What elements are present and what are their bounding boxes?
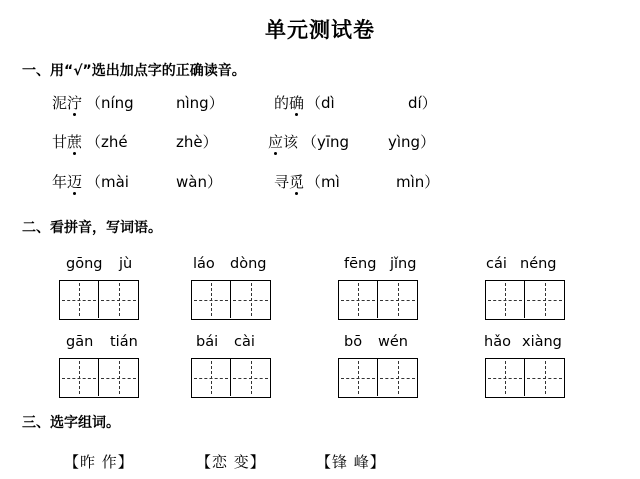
- pinyin: bái: [196, 334, 219, 350]
- grid-cell[interactable]: [339, 359, 378, 396]
- pinyin: gān: [66, 334, 94, 350]
- pinyin-option-a[interactable]: （mì: [306, 173, 340, 191]
- grid-cell[interactable]: [192, 359, 231, 396]
- pinyin: wén: [378, 334, 408, 350]
- pinyin-option-a[interactable]: （zhé: [86, 133, 128, 151]
- pinyin-option-b[interactable]: wàn）: [176, 173, 222, 191]
- pinyin-option-b[interactable]: mìn）: [396, 173, 440, 191]
- pinyin: fēng: [344, 256, 377, 272]
- pinyin-option-b[interactable]: nìng）: [176, 94, 224, 112]
- pinyin-option-a[interactable]: （dì: [306, 94, 335, 112]
- dotted-char: 泞: [67, 94, 83, 112]
- word-2: [274, 92, 304, 113]
- page-title: 单元测试卷: [265, 18, 375, 42]
- grid-cell[interactable]: [60, 281, 99, 318]
- pinyin: bō: [344, 334, 363, 350]
- word-1: [52, 171, 82, 192]
- pinyin: jù: [119, 256, 133, 272]
- char-option-group: 【恋 变】: [196, 453, 266, 471]
- grid-cell[interactable]: [60, 359, 99, 396]
- dotted-char: 觅: [289, 173, 305, 191]
- grid-cell[interactable]: [99, 281, 138, 318]
- grid-cell[interactable]: [486, 281, 525, 318]
- pinyin: láo: [193, 256, 215, 272]
- grid-cell[interactable]: [486, 359, 525, 396]
- pinyin-option-b[interactable]: dí）: [408, 94, 437, 112]
- section-2-heading: 二、看拼音，写词语。: [22, 220, 162, 236]
- pinyin: dòng: [230, 256, 267, 272]
- writing-grid[interactable]: [191, 358, 271, 398]
- writing-grid[interactable]: [485, 358, 565, 398]
- grid-cell[interactable]: [231, 281, 270, 318]
- grid-cell[interactable]: [192, 281, 231, 318]
- grid-cell[interactable]: [231, 359, 270, 396]
- dotted-char: 确: [289, 94, 305, 112]
- word-2: [274, 171, 304, 192]
- writing-grid[interactable]: [338, 358, 418, 398]
- char: 的: [274, 94, 290, 112]
- pinyin: hǎo: [484, 334, 511, 350]
- char: 年: [52, 173, 68, 191]
- grid-cell[interactable]: [99, 359, 138, 396]
- writing-grid[interactable]: [338, 280, 418, 320]
- section-1-heading: 一、用“√”选出加点字的正确读音。: [22, 63, 246, 79]
- word-2: [268, 131, 298, 152]
- grid-cell[interactable]: [378, 359, 417, 396]
- dotted-char: 应: [268, 133, 284, 151]
- char: 该: [283, 133, 299, 151]
- writing-grid[interactable]: [59, 358, 139, 398]
- grid-cell[interactable]: [525, 359, 564, 396]
- writing-grid[interactable]: [191, 280, 271, 320]
- char-option-group: 【锋 峰】: [316, 453, 386, 471]
- pinyin-option-a[interactable]: （níng: [86, 94, 134, 112]
- writing-grid[interactable]: [59, 280, 139, 320]
- pinyin-option-a[interactable]: （yīng: [302, 133, 350, 151]
- pinyin: xiàng: [522, 334, 562, 350]
- pinyin: néng: [520, 256, 557, 272]
- word-1: [52, 92, 82, 113]
- section-3-heading: 三、选字组词。: [22, 415, 120, 431]
- char: 泥: [52, 94, 68, 112]
- grid-cell[interactable]: [339, 281, 378, 318]
- pinyin-option-b[interactable]: yìng）: [388, 133, 436, 151]
- pinyin: tián: [110, 334, 138, 350]
- char-option-group: 【昨 作】: [64, 453, 134, 471]
- char: 寻: [274, 173, 290, 191]
- pinyin: gōng: [66, 256, 103, 272]
- dotted-char: 蔗: [67, 133, 83, 151]
- pinyin: cài: [234, 334, 255, 350]
- char: 甘: [52, 133, 68, 151]
- pinyin-option-a[interactable]: （mài: [86, 173, 129, 191]
- writing-grid[interactable]: [485, 280, 565, 320]
- grid-cell[interactable]: [525, 281, 564, 318]
- grid-cell[interactable]: [378, 281, 417, 318]
- pinyin: jǐng: [390, 256, 417, 272]
- pinyin-option-b[interactable]: zhè）: [176, 133, 218, 151]
- dotted-char: 迈: [67, 173, 83, 191]
- pinyin: cái: [486, 256, 507, 272]
- word-1: [52, 131, 82, 152]
